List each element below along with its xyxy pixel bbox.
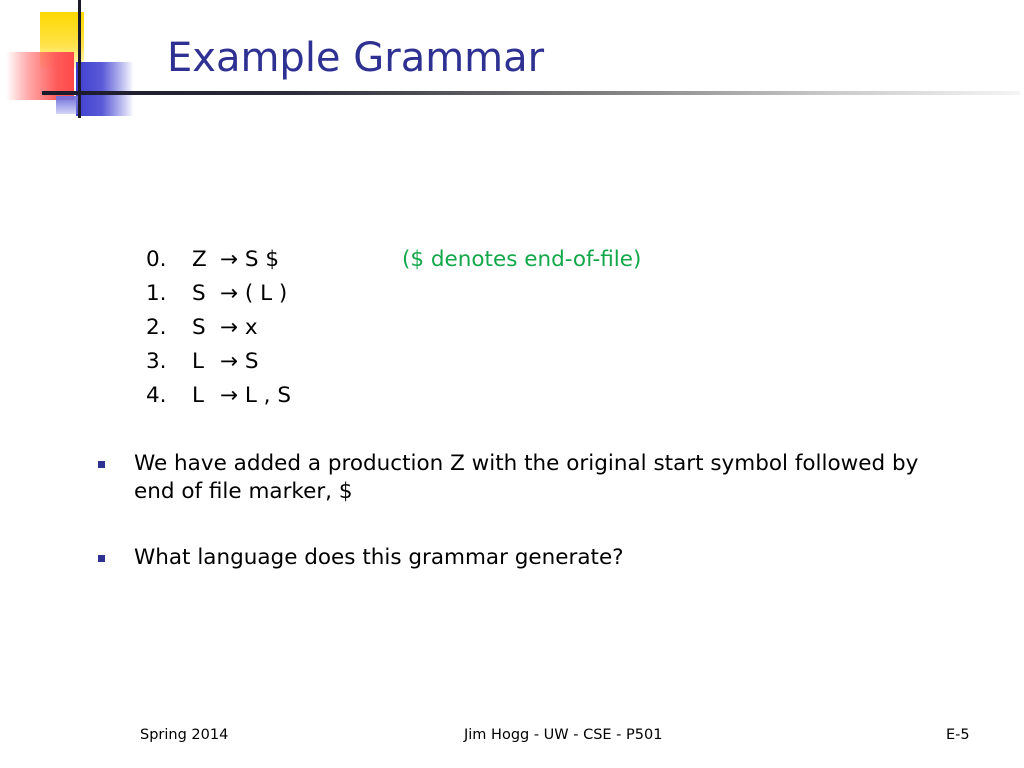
production-rhs-text: S $ [244,247,280,272]
production-rhs [220,243,279,277]
vertical-rule [78,0,81,118]
bullet-item [96,544,946,572]
production-rhs [220,345,259,379]
blue-square-small [56,96,78,114]
production-lhs: S [192,315,206,340]
corner-decoration [0,0,140,120]
production-number: 4. [146,383,167,408]
arrow-icon: → [220,247,239,272]
arrow-icon: → [220,349,239,374]
production-rhs-text: x [244,315,258,340]
production-rhs-text: S [244,349,259,374]
production-rhs-text: L , S [244,383,291,408]
bullet-list [96,450,946,610]
bullet-item [96,450,946,506]
bullet-text: We have added a production Z with the original start symbol followed by end of file marker, $ [134,451,919,504]
production-number: 0. [146,247,167,272]
arrow-icon: → [220,281,239,306]
slide-title: Example Grammar [167,35,545,81]
production-number: 1. [146,281,167,306]
production-lhs: Z [192,247,207,272]
production-lhs: L [192,383,204,408]
production-number: 2. [146,315,167,340]
production-rhs-text: ( L ) [244,281,288,306]
production-rhs [220,311,258,345]
title-underline [42,91,1020,95]
arrow-icon: → [220,383,239,408]
production-number: 3. [146,349,167,374]
production-rhs [220,379,291,413]
bullet-text: What language does this grammar generate? [134,545,624,570]
footer-author: Jim Hogg - UW - CSE - P501 [464,727,663,743]
bullet-square-icon [98,555,105,562]
blue-square [76,62,134,116]
production-lhs: S [192,281,206,306]
footer-date: Spring 2014 [140,727,229,743]
production-rhs [220,277,287,311]
bullet-square-icon [98,461,105,468]
arrow-icon: → [220,315,239,340]
footer-slide-number: E-5 [946,727,970,743]
production-note: ($ denotes end-of-file) [402,247,642,272]
production-lhs: L [192,349,204,374]
